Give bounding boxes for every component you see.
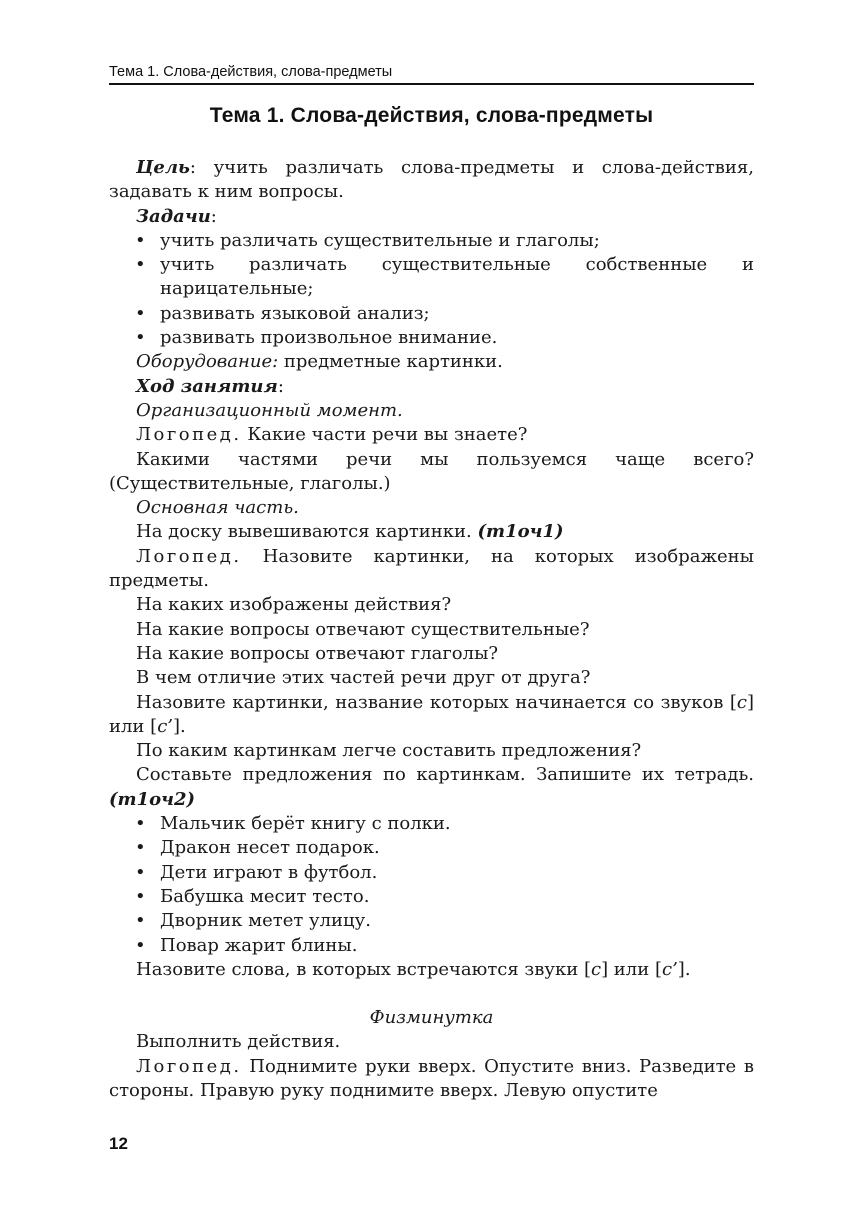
goal-paragraph [109,156,754,205]
bullet-icon: • [135,302,146,324]
main-part-heading: Основная часть. [136,497,299,519]
pictures-paragraph: На доску вывешиваются картинки. (т1оч1) [136,521,564,543]
bullet-icon: • [135,910,146,932]
section-gap [109,982,754,1006]
bullet-icon: • [135,861,146,883]
tasks-heading: Задачи: [136,205,217,227]
question-paragraph: В чем отличие этих частей речи друг от друга? [136,667,591,689]
tasks-list [109,229,754,350]
question-paragraph: Какими частями речи мы пользуемся чаще всего? (Существительные, глаголы.) [109,448,754,494]
goal-text: : учить различать слова-предметы и слова-действия, задавать к ним вопросы. [109,157,754,203]
physminute-instruction: Выполнить действия. [136,1031,341,1053]
goal-label: Цель [136,157,190,178]
question-paragraph: Назовите картинки, название которых начинается со звуков [с] или [с’]. [109,691,754,737]
physminute-paragraph: Логопед. Поднимите руки вверх. Опустите вниз. Разведите в стороны. Правую руку поднимите вверх. Левую опустите [109,1055,754,1101]
question-paragraph: На какие вопросы отвечают глаголы? [136,642,499,664]
question-paragraph: По каким картинкам легче составить предложения? [136,740,642,762]
list-item: • развивать произвольное внимание. [109,326,754,350]
question-paragraph: Логопед. Какие части речи вы знаете? [136,424,528,446]
bullet-icon: • [135,885,146,907]
bullet-icon: • [135,254,146,276]
list-item: • развивать языковой анализ; [109,302,754,326]
procedure-label: Ход занятия [136,375,278,397]
list-item: • Дети играют в футбол. [109,861,754,885]
bullet-icon: • [135,837,146,859]
question-paragraph: Логопед. Назовите картинки, на которых изображены предметы. [109,545,754,592]
question-paragraph: Составьте предложения по картинкам. Запишите их тетрадь. (т1оч2) [109,764,754,810]
question-paragraph: На каких изображены действия? [136,594,452,616]
speaker-label: Логопед. [136,424,242,446]
list-item: • учить различать существительные и глаголы; [109,229,754,253]
list-item: • Бабушка месит тесто. [109,885,754,909]
bullet-icon: • [135,934,146,956]
org-moment-heading: Организационный момент. [136,399,403,421]
speaker-label: Логопед. [136,1055,242,1077]
question-paragraph: На какие вопросы отвечают существительные? [136,618,590,640]
bullet-icon: • [135,229,146,251]
exercise-ref: (т1оч2) [109,788,196,810]
physminute-heading: Физминутка [369,1007,494,1029]
page-number: 12 [109,1134,128,1153]
equipment-label: Оборудование: [136,351,279,373]
question-paragraph: Назовите слова, в которых встречаются звуки [с] или [с’]. [136,958,691,980]
running-head: Тема 1. Слова-действия, слова-предметы [109,64,393,80]
exercise-ref: (т1оч1) [477,521,564,543]
list-item: • Повар жарит блины. [109,934,754,958]
list-item: • учить различать существительные собственные и нарицательные; [135,254,754,300]
bullet-icon: • [135,813,146,835]
list-item: • Дворник метет улицу. [109,909,754,933]
procedure-heading: Ход занятия: [136,375,284,397]
tasks-label: Задачи [136,205,211,227]
equipment-paragraph: Оборудование: предметные картинки. [136,351,503,373]
list-item: • Дракон несет подарок. [109,836,754,860]
bullet-icon: • [135,327,146,349]
sentences-list [109,812,754,958]
chapter-title: Тема 1. Слова-действия, слова-предметы [209,104,654,127]
lesson-body [109,156,754,1103]
header-rule [109,83,754,85]
list-item: • Мальчик берёт книгу с полки. [109,812,754,836]
speaker-label: Логопед. [136,545,242,567]
